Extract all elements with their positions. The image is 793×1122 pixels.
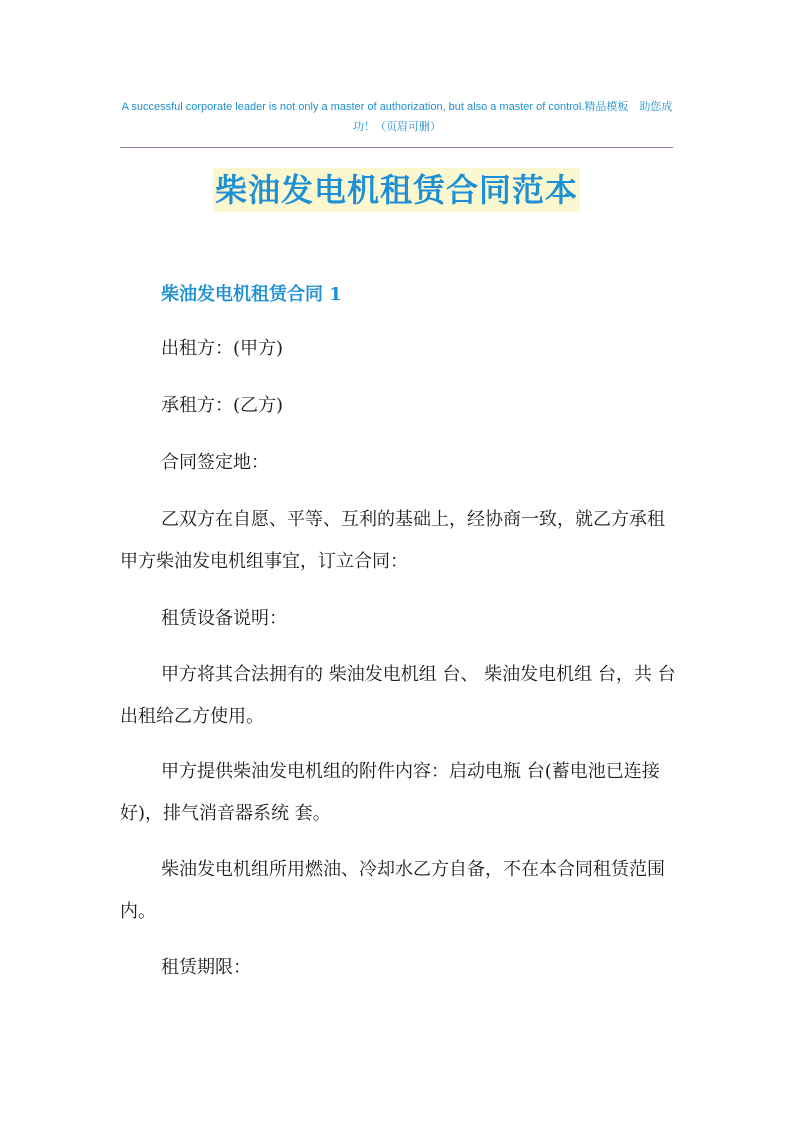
section-heading: 柴油发电机租赁合同 1	[161, 284, 342, 305]
paragraph-accessories: 甲方提供柴油发电机组的附件内容：启动电瓶 台(蓄电池已连接好)，排气消音器系统 套。	[120, 761, 660, 824]
document-title: 柴油发电机租赁合同范本	[213, 168, 580, 212]
paragraph-equipment-heading: 租赁设备说明：	[161, 608, 287, 629]
paragraph-lessor: 出租方：(甲方)	[161, 338, 284, 359]
title-container	[0, 168, 793, 212]
paragraph-lease-term: 租赁期限：	[161, 957, 251, 978]
paragraph-fuel: 柴油发电机组所用燃油、冷却水乙方自备，不在本合同租赁范围内。	[120, 859, 665, 922]
page-header-note: A successful corporate leader is not only a master of authorization, but also a master of control.精品模板 助您成功！（页眉可删）	[121, 101, 673, 133]
paragraph-signing-place: 合同签定地：	[161, 452, 269, 473]
paragraph-equipment: 甲方将其合法拥有的 柴油发电机组 台、 柴油发电机组 台，共 台出租给乙方使用。	[120, 664, 676, 727]
paragraph-lessee: 承租方：(乙方)	[161, 395, 284, 416]
header-divider	[120, 147, 673, 148]
paragraph-intro: 乙双方在自愿、平等、互利的基础上，经协商一致，就乙方承租甲方柴油发电机组事宜，订立合同：	[120, 509, 665, 572]
